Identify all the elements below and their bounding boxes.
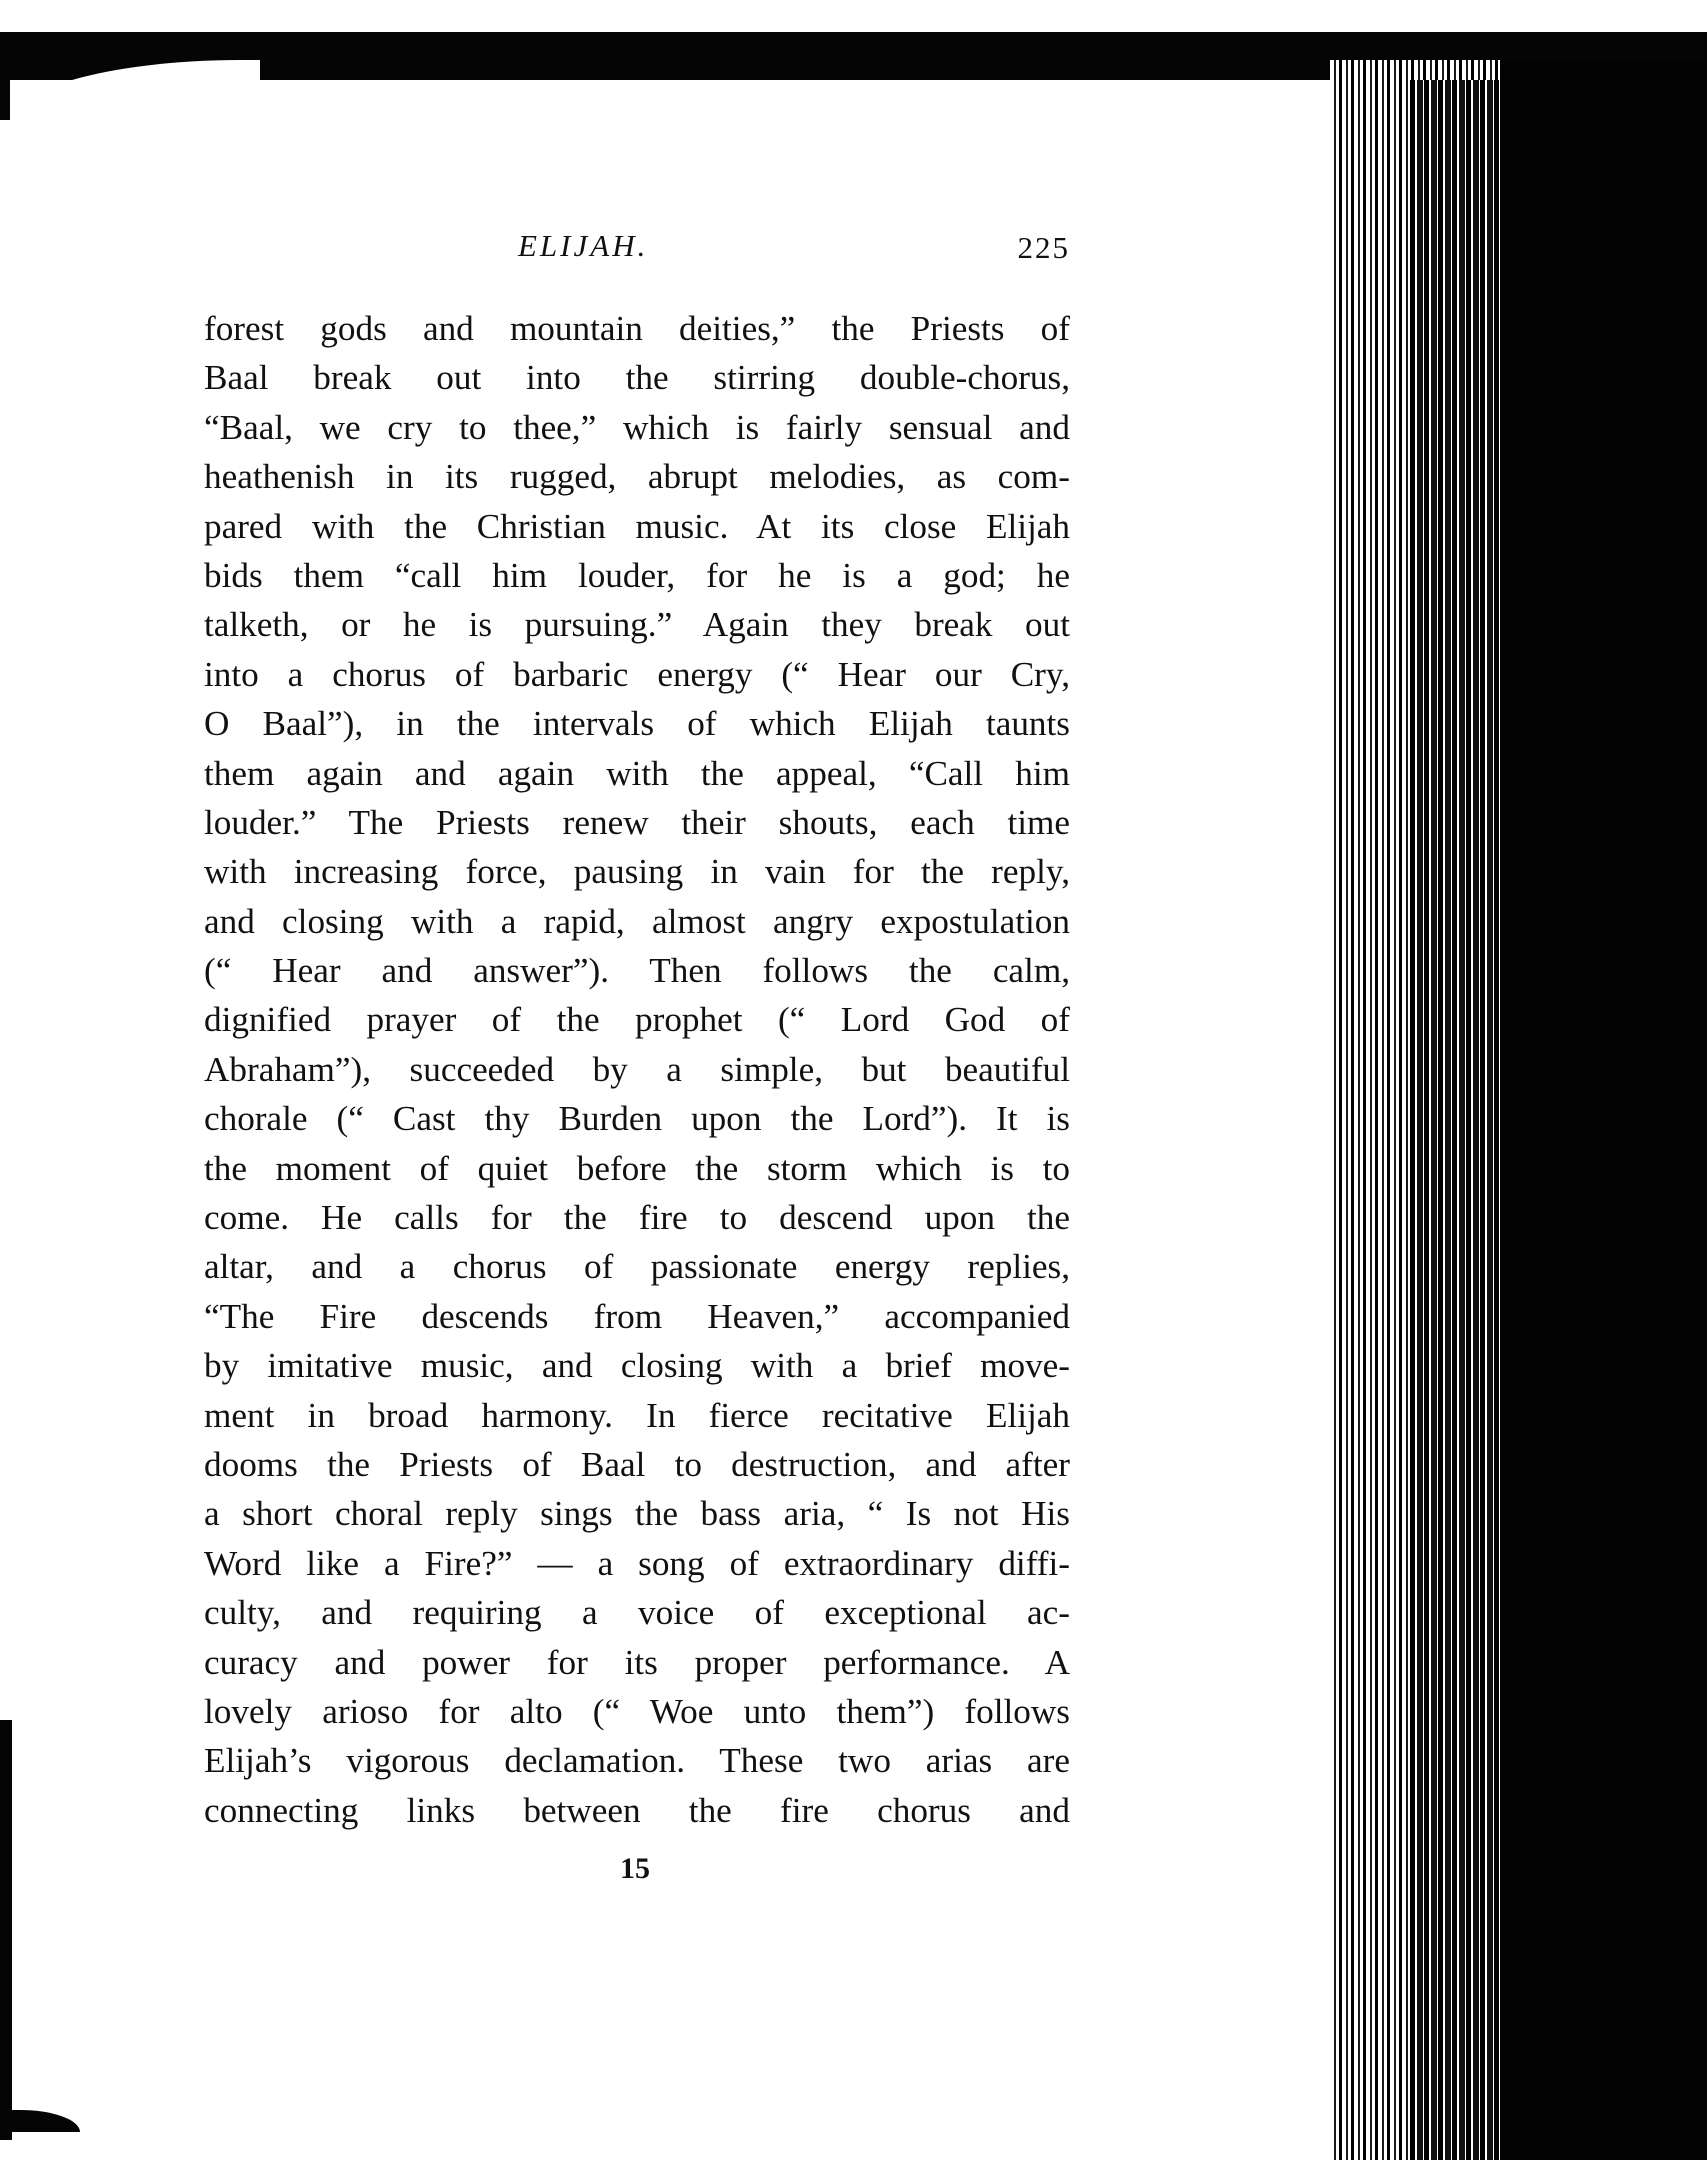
text-line: Elijah’s vigorous declamation. These two arias are <box>204 1741 1070 1781</box>
text-line: dooms the Priests of Baal to destruction, and after <box>204 1444 1070 1484</box>
running-head <box>200 228 1070 278</box>
text-line: Abraham”), succeeded by a simple, but beautiful <box>204 1049 1070 1089</box>
text-line: “The Fire descends from Heaven,” accompanied <box>204 1296 1070 1336</box>
text-line: ment in broad harmony. In fierce recitative Elijah <box>204 1395 1070 1435</box>
text-line: connecting links between the fire chorus and <box>204 1790 1070 1830</box>
text-line: altar, and a chorus of passionate energy replies, <box>204 1247 1070 1287</box>
text-line: lovely arioso for alto (“ Woe unto them”) follows <box>204 1691 1070 1731</box>
text-line: “Baal, we cry to thee,” which is fairly sensual and <box>204 407 1070 447</box>
text-line: Baal break out into the stirring double-chorus, <box>204 358 1070 398</box>
text-line: the moment of quiet before the storm which is to <box>204 1148 1070 1188</box>
text-line: curacy and power for its proper performance. A <box>204 1642 1070 1682</box>
text-line: and closing with a rapid, almost angry expostulation <box>204 901 1070 941</box>
text-line: talketh, or he is pursuing.” Again they break out <box>204 605 1070 645</box>
text-line: a short choral reply sings the bass aria, “ Is not His <box>204 1494 1070 1534</box>
text-line: Word like a Fire?” — a song of extraordinary diffi- <box>204 1543 1070 1583</box>
signature-mark: 15 <box>620 1852 650 1885</box>
text-line: them again and again with the appeal, “Call him <box>204 753 1070 793</box>
text-line: pared with the Christian music. At its close Elijah <box>204 506 1070 546</box>
scan-left-shadow-bottom <box>0 1720 12 2140</box>
scan-left-shadow-top <box>0 80 10 120</box>
running-title: ELIJAH. <box>518 228 649 263</box>
text-line: by imitative music, and closing with a brief move- <box>204 1346 1070 1386</box>
text-line: (“ Hear and answer”). Then follows the calm, <box>204 951 1070 991</box>
text-line: culty, and requiring a voice of exceptional ac- <box>204 1593 1070 1633</box>
scan-left-shadow-foot <box>0 2110 80 2132</box>
text-line: louder.” The Priests renew their shouts, each time <box>204 802 1070 842</box>
text-line: with increasing force, pausing in vain for the reply, <box>204 852 1070 892</box>
book-spine-shadow <box>1500 60 1707 2160</box>
text-line: come. He calls for the fire to descend upon the <box>204 1198 1070 1238</box>
text-line: into a chorus of barbaric energy (“ Hear our Cry, <box>204 654 1070 694</box>
text-line: dignified prayer of the prophet (“ Lord God of <box>204 1000 1070 1040</box>
page-number: 225 <box>1017 230 1070 265</box>
text-line: bids them “call him louder, for he is a god; he <box>204 555 1070 595</box>
text-line: forest gods and mountain deities,” the Priests of <box>204 309 1070 348</box>
body-text <box>204 304 1070 1835</box>
text-line: O Baal”), in the intervals of which Elijah taunts <box>204 704 1070 744</box>
text-line: heathenish in its rugged, abrupt melodies, as com- <box>204 457 1070 497</box>
text-line: chorale (“ Cast thy Burden upon the Lord”). It is <box>204 1099 1070 1139</box>
book-page-edges-inner <box>1410 80 1500 2160</box>
